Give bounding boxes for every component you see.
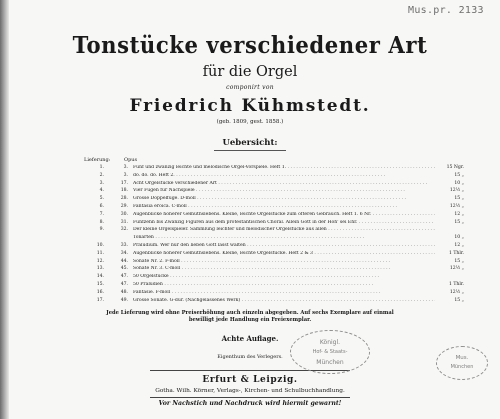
toc-description: Acht Orgelstücke verschiedener Art . . . — [133, 181, 435, 186]
toc-opus: 33. — [120, 243, 128, 248]
toc-description: Grosse Doppelfuge. D-moll . . . — [133, 196, 435, 201]
toc-opus: 30. — [120, 211, 128, 217]
toc-row — [0, 235, 500, 243]
toc-opus: 45. — [120, 266, 128, 272]
toc-lieferung: 15. — [96, 282, 104, 287]
library-stamp-line-1: Königl. — [319, 339, 341, 346]
toc-opus: 3. — [123, 165, 128, 170]
toc-row — [0, 212, 500, 220]
small-stamp-line-1: Mus. — [455, 355, 469, 361]
toc-lieferung: 11. — [96, 250, 104, 256]
library-stamp — [290, 330, 370, 374]
toc-description: Grosse Sonate. G-dur. (Nachgelassenes Werk) . . . — [133, 298, 435, 303]
toc-description: Augenblicke höherer Gemüthslebens. Kleine, leichte Orgelstücke zum ofteren Gebrauch. Heft 1. 6 Nr. . . . — [133, 212, 435, 217]
toc-price: 12½ „ — [449, 188, 464, 194]
small-library-stamp — [436, 346, 488, 380]
toc-price: 12½ „ — [449, 266, 464, 272]
toc-opus: 31. — [120, 219, 128, 225]
toc-description: Fantasie. F-moll . . . — [133, 290, 435, 295]
toc-row — [0, 298, 500, 306]
toc-row — [0, 173, 500, 181]
toc-opus: 17. — [120, 180, 128, 186]
toc-row — [0, 181, 500, 189]
toc-price: 12 „ — [454, 243, 464, 248]
reprint-warning: Vor Nachstich und Nachdruck wird hiermit gewarnt! — [158, 400, 342, 407]
toc-description: Der kleine Orgelspieler. Sammlung leichter und melodischer Orgelstücke aus allen . . . — [133, 227, 435, 232]
toc-price: 12 „ — [454, 211, 464, 217]
toc-price: 15 „ — [454, 219, 464, 225]
toc-lieferung: 8. — [99, 219, 104, 225]
toc-description: Fünf und zwanzig leichte und melodische Orgel-Vorspiele. Heft 1. . . . — [133, 165, 435, 170]
toc-lieferung: 17. — [96, 297, 104, 303]
library-stamp-line-3: München — [316, 359, 344, 366]
library-stamp-line-2: Hof- & Staats- — [312, 349, 348, 355]
toc-lieferung: 12. — [96, 258, 104, 264]
toc-price: 1 Thlr. — [448, 250, 464, 256]
overview-heading: Uebersicht: — [222, 138, 278, 148]
toc-description: Vier Fugen für Nachspiele . . . — [133, 188, 435, 193]
work-subtitle: für die Orgel — [202, 64, 298, 80]
toc-description: Sonate Nr. 2. F-moll . . . — [133, 259, 435, 264]
toc-price: 10 „ — [454, 235, 464, 241]
toc-opus: 28. — [120, 196, 128, 202]
composed-by-text: componirt von — [226, 84, 274, 91]
toc-lieferung: 14. — [96, 274, 104, 280]
pricing-note-line-1: Jede Lieferung wird ohne Preiserhöhung auch einzeln abgegeben. Auf sechs Exemplare auf einmal — [106, 310, 394, 316]
work-title: Tonstücke verschiedener Art — [72, 32, 428, 59]
toc-opus: 29. — [120, 204, 128, 209]
toc-row — [0, 227, 500, 235]
toc-price: 1 Thlr. — [448, 282, 464, 287]
shelfmark-text: Mus.pr. 2133 — [408, 5, 484, 16]
toc-row — [0, 282, 500, 290]
toc-description: 50 Präludien . . . — [133, 282, 435, 287]
publication-place: Erfurt & Leipzig. — [202, 375, 298, 385]
toc-price: 12½ „ — [449, 204, 464, 209]
toc-lieferung: 13. — [96, 266, 104, 272]
toc-description: Fantasia eroica. C-moll . . . — [133, 204, 435, 209]
toc-row — [0, 259, 500, 267]
pricing-note-line-2: bewilligt jede Handlung ein Freiexemplar. — [188, 317, 312, 323]
col-opus: Opus — [124, 157, 138, 163]
toc-price: 12½ „ — [449, 289, 464, 295]
toc-opus: 48. — [120, 289, 128, 295]
toc-lieferung: 5. — [99, 196, 104, 202]
toc-description: Tonarten . . . — [133, 235, 435, 240]
toc-price: 15 „ — [454, 258, 464, 264]
toc-description: do. do. do. Heft 2. . . . — [133, 173, 435, 178]
divider-lower — [150, 397, 350, 398]
toc-row — [0, 251, 500, 259]
toc-lieferung: 2. — [99, 172, 104, 178]
toc-lieferung: 7. — [99, 211, 104, 217]
toc-price: 10 „ — [454, 180, 464, 186]
toc-row — [0, 220, 500, 228]
toc-lieferung: 3. — [99, 180, 104, 186]
col-lieferung: Lieferung: — [84, 157, 111, 163]
toc-lieferung: 4. — [99, 188, 104, 194]
overview-rule — [214, 150, 286, 151]
toc-description: 50 Orgelstücke . . . — [133, 274, 435, 279]
toc-opus: 32. — [120, 227, 128, 233]
toc-opus: 3. — [123, 172, 128, 178]
toc-lieferung: 9. — [99, 227, 104, 233]
toc-lieferung: 10. — [96, 243, 104, 248]
toc-description: Sonate Nr. 3. C-moll . . . — [133, 266, 435, 271]
publisher-line: Gotha. Wilh. Körner, Verlags-, Kirchen- und Schulbuchhandlung. — [155, 388, 345, 394]
toc-row — [0, 204, 500, 212]
toc-opus: 44. — [120, 258, 128, 264]
edition-text: Achte Auflage. — [221, 334, 279, 343]
toc-row — [0, 165, 500, 173]
toc-opus: 47. — [120, 274, 128, 280]
toc-opus: 34. — [120, 250, 128, 256]
toc-lieferung: 1. — [99, 165, 104, 170]
toc-price: 15 „ — [454, 172, 464, 178]
toc-row — [0, 274, 500, 282]
toc-row — [0, 196, 500, 204]
toc-description: Präludium. Wer nur den lieben Gott lässt walten . . . — [133, 243, 435, 248]
toc-lieferung: 16. — [96, 289, 104, 295]
pricing-note — [0, 310, 500, 324]
ownership-text: Eigenthum des Verlegers. — [217, 354, 283, 360]
toc-row — [0, 266, 500, 274]
small-stamp-line-2: München — [450, 364, 474, 370]
toc-row — [0, 243, 500, 251]
toc-opus: 49. — [120, 297, 128, 303]
toc-description: Fünfzehn bis Zwanzig Figuren aus dem protestantischen Choral. Allein Gott in der Höh' sei Ehr. . . . — [133, 220, 435, 225]
composer-dates: (geb. 1809, gest. 1858.) — [216, 119, 284, 125]
composer-name: Friedrich Kühmstedt. — [129, 96, 371, 116]
toc-description: Augenblicke höherer Gemüthslebens. Kleine, leichte Orgelstücke. Heft 2 & 3 . . . — [133, 251, 435, 256]
toc-lieferung: 6. — [99, 204, 104, 209]
toc-price: 15 „ — [454, 196, 464, 202]
toc-opus: 47. — [120, 282, 128, 287]
toc-opus: 18. — [120, 188, 128, 194]
toc-row — [0, 188, 500, 196]
toc-price: 15 „ — [454, 297, 464, 303]
toc-price: 15 Ngr. — [446, 165, 464, 170]
toc-row — [0, 290, 500, 298]
